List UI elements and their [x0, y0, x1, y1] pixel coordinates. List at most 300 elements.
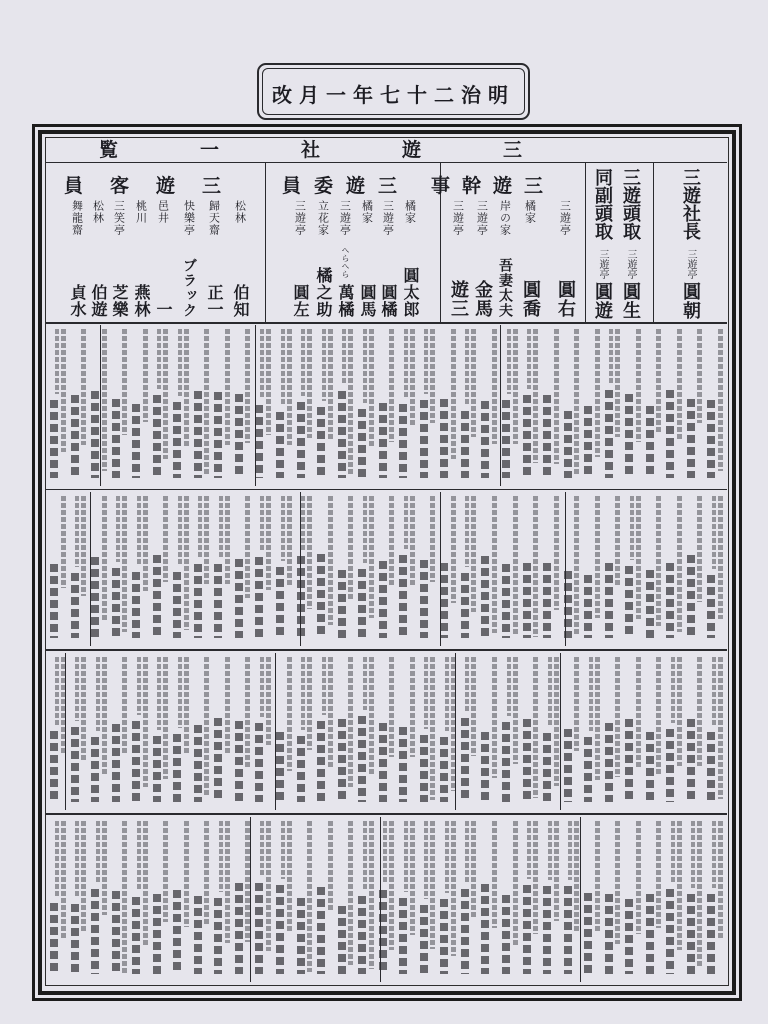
- roster-entry-address-print: [389, 329, 394, 442]
- roster-entry-address-print: [116, 496, 120, 562]
- roster-entry-address-print: [595, 657, 600, 780]
- roster-entry-name-print: [440, 399, 448, 478]
- director-entry: [618, 168, 642, 320]
- roster-entry-address-print: [554, 821, 559, 921]
- roster-entry-address-print: [533, 496, 538, 637]
- roster-entry: [562, 325, 583, 486]
- roster-entry-address-print: [677, 657, 682, 766]
- roster-entry-name-print: [666, 563, 674, 638]
- roster-entry-address-print: [430, 821, 435, 949]
- roster-entry-name-print: [707, 575, 715, 638]
- header-divider: [653, 162, 654, 322]
- roster-entry-address-print: [225, 821, 230, 943]
- roster-entry-address-print: [81, 329, 86, 445]
- roster-entry-name-print: [194, 391, 202, 478]
- roster-entry-address-print: [697, 329, 702, 423]
- roster-entry: [171, 817, 192, 982]
- guests-member-house-name: 松林: [233, 200, 247, 224]
- roster-entry-name-print: [420, 560, 428, 638]
- roster-entry-address-print: [513, 496, 518, 634]
- roster-entry: [212, 492, 233, 646]
- roster-entry-address-print: [281, 329, 285, 406]
- roster-entry: [192, 653, 213, 810]
- director-name: 圓生: [620, 282, 641, 320]
- roster-entry-address-print: [102, 657, 107, 774]
- roster-entry-address-print: [383, 821, 387, 884]
- roster-entry-address-print: [204, 821, 209, 925]
- roster-entry-address-print: [451, 821, 456, 956]
- roster-entry-address-print: [492, 657, 497, 778]
- roster-entry-name-print: [543, 733, 551, 802]
- roster-entry-address-print: [219, 821, 223, 892]
- roster-entry-address-print: [445, 821, 449, 893]
- roster-entry-address-print: [204, 496, 209, 584]
- roster-entry-address-print: [424, 329, 428, 394]
- roster-entry-address-print: [245, 496, 250, 598]
- roster-entry-name-print: [358, 716, 366, 802]
- roster-entry-address-print: [712, 657, 716, 726]
- roster-entry-name-print: [584, 893, 592, 974]
- roster-entry: [623, 817, 644, 982]
- roster-entry: [151, 653, 172, 810]
- roster-group-divider: [455, 653, 456, 810]
- roster-entry-address-print: [609, 329, 613, 384]
- roster-entry: [685, 325, 706, 486]
- roster-entry: [603, 653, 624, 810]
- roster-entry-address-print: [430, 496, 435, 582]
- roster-entry: [171, 492, 192, 646]
- roster-entry: [130, 653, 151, 810]
- roster-entry-name-print: [564, 729, 572, 802]
- roster-entry-address-print: [163, 329, 168, 459]
- roster-entry-name-print: [71, 727, 79, 802]
- roster-entry-address-print: [513, 821, 518, 945]
- guests-member-name: 芝樂: [110, 284, 129, 318]
- roster-entry: [521, 492, 542, 646]
- roster-entry-name-print: [461, 573, 469, 638]
- roster-entry-name-print: [214, 718, 222, 802]
- title-rule: [46, 162, 727, 163]
- director-house-name: 三遊亭: [625, 249, 636, 279]
- roster-entry-address-print: [363, 821, 367, 890]
- roster-entry-name-print: [91, 889, 99, 974]
- roster-entry-address-print: [574, 329, 579, 474]
- roster-entry-address-print: [163, 657, 168, 779]
- roster-entry-address-print: [636, 657, 641, 767]
- roster-entry-name-print: [338, 906, 346, 974]
- roster-entry-name-print: [440, 899, 448, 974]
- roster-entry-name-print: [646, 732, 654, 802]
- roster-entry: [48, 492, 69, 646]
- managers-member-name: 圓右: [555, 280, 576, 318]
- president-name: 圓朝: [680, 282, 701, 320]
- roster-entry-address-print: [527, 329, 531, 389]
- roster-entry-name-print: [523, 563, 531, 638]
- roster-entry-address-print: [656, 821, 661, 928]
- roster-entry: [521, 817, 542, 982]
- roster-entry: [192, 492, 213, 646]
- roster-entry-address-print: [492, 329, 497, 444]
- roster-entry: [397, 817, 418, 982]
- roster-entry-name-print: [50, 564, 58, 638]
- roster-entry-address-print: [307, 657, 312, 750]
- roster-entry-address-print: [595, 496, 600, 618]
- roster-entry-address-print: [281, 496, 285, 561]
- roster-entry-address-print: [178, 329, 182, 396]
- roster-entry-address-print: [281, 821, 285, 879]
- managers-member-name: 圓喬: [520, 280, 541, 318]
- roster-group-divider: [255, 325, 256, 486]
- director-title: 三遊頭取: [620, 168, 641, 240]
- roster-entry-name-print: [276, 412, 284, 478]
- roster-entry: [274, 817, 295, 982]
- roster-entry: [315, 653, 336, 810]
- header-divider: [265, 162, 266, 322]
- roster-entry-name-print: [50, 903, 58, 974]
- roster-entry-address-print: [465, 657, 469, 712]
- roster-entry-name-print: [173, 572, 181, 638]
- roster-entry: [459, 653, 480, 810]
- band-rule: [46, 813, 727, 815]
- page-title: 三遊社一覧: [98, 139, 604, 161]
- roster-entry-name-print: [666, 889, 674, 974]
- roster-entry-address-print: [61, 329, 66, 452]
- roster-entry-address-print: [225, 657, 230, 753]
- roster-entry-name-print: [214, 392, 222, 478]
- roster-entry-address-print: [55, 329, 59, 394]
- roster-entry: [644, 653, 665, 810]
- roster-entry: [623, 492, 644, 646]
- roster-entry-address-print: [102, 496, 107, 622]
- guests-member: [65, 200, 89, 318]
- roster-entry-name-print: [358, 409, 366, 478]
- roster-entry-address-print: [507, 329, 511, 394]
- roster-entry-address-print: [260, 496, 264, 551]
- roster-entry-address-print: [424, 657, 428, 729]
- roster-entry-name-print: [625, 899, 633, 974]
- committee-member: [288, 200, 312, 318]
- roster-entry-address-print: [636, 496, 641, 619]
- roster-entry: [295, 817, 316, 982]
- roster-entry: [562, 653, 583, 810]
- roster-entry-address-print: [225, 329, 230, 445]
- roster-entry-address-print: [677, 329, 682, 440]
- roster-entry: [685, 653, 706, 810]
- roster-entry-name-print: [502, 895, 510, 974]
- roster-group-divider: [500, 325, 501, 486]
- roster-entry-name-print: [399, 898, 407, 974]
- roster-entry-address-print: [348, 657, 353, 787]
- roster-entry: [603, 325, 624, 486]
- roster-entry-address-print: [424, 821, 428, 899]
- roster-entry-address-print: [671, 657, 675, 723]
- president-entry: [678, 168, 702, 320]
- roster-entry: [89, 492, 110, 646]
- roster-entry-address-print: [266, 657, 271, 745]
- roster-entry: [479, 817, 500, 982]
- roster-entry-name-print: [317, 407, 325, 478]
- roster-entry-address-print: [81, 821, 86, 933]
- roster-entry: [397, 325, 418, 486]
- band-rule: [46, 489, 727, 490]
- roster-entry: [644, 817, 665, 982]
- director-person: [621, 249, 639, 320]
- guests-member: [228, 200, 252, 318]
- roster-entry-address-print: [471, 821, 476, 919]
- roster-entry-address-print: [225, 496, 230, 584]
- roster-entry: [397, 653, 418, 810]
- roster-group-divider: [300, 492, 301, 646]
- roster-entry-name-print: [523, 719, 531, 802]
- roster-entry-address-print: [677, 496, 682, 632]
- roster-entry: [418, 653, 439, 810]
- roster-entry-name-print: [173, 734, 181, 802]
- roster-entry-address-print: [677, 821, 682, 950]
- roster-entry: [438, 817, 459, 982]
- roster-entry-address-print: [143, 821, 148, 946]
- roster-entry-address-print: [143, 657, 148, 787]
- roster-entry-address-print: [137, 821, 141, 891]
- roster-entry-name-print: [358, 896, 366, 974]
- roster-entry-address-print: [328, 657, 333, 767]
- roster-entry-name-print: [543, 563, 551, 638]
- roster-entry-name-print: [564, 411, 572, 478]
- guests-member-house-name: 快樂亭: [182, 200, 196, 236]
- roster-entry-address-print: [615, 657, 620, 777]
- roster-entry-address-print: [718, 329, 723, 471]
- roster-entry-name-print: [543, 395, 551, 478]
- roster-entry-name-print: [564, 886, 572, 974]
- roster-entry: [623, 325, 644, 486]
- roster-entry: [664, 325, 685, 486]
- committee-member-house-name: 三遊亭: [338, 200, 352, 236]
- roster-entry: [644, 325, 665, 486]
- roster-entry-name-print: [71, 573, 79, 638]
- managers-member: [446, 200, 470, 318]
- roster-entry-address-print: [102, 821, 107, 915]
- guests-member-house-name: 舞龍齋: [70, 200, 84, 236]
- roster-entry-address-print: [548, 657, 552, 727]
- roster-entry-address-print: [369, 329, 374, 446]
- roster-entry-address-print: [554, 496, 559, 610]
- roster-group-divider: [380, 817, 381, 982]
- committee-member-name: 圓馬: [358, 284, 377, 318]
- roster-entry: [459, 325, 480, 486]
- managers-member-house-name: 岸の家: [498, 200, 512, 236]
- roster-entry-name-print: [543, 886, 551, 974]
- roster-entry-name-print: [687, 555, 695, 638]
- roster-entry-name-print: [687, 894, 695, 974]
- roster-entry-name-print: [605, 723, 613, 802]
- roster-entry: [192, 817, 213, 982]
- roster-entry-address-print: [697, 657, 702, 766]
- roster-entry: [69, 325, 90, 486]
- roster-entry-name-print: [91, 737, 99, 802]
- roster-entry-name-print: [112, 568, 120, 638]
- roster-entry-name-print: [297, 402, 305, 478]
- roster-entry: [89, 817, 110, 982]
- roster-entry-name-print: [194, 896, 202, 974]
- roster-entry-name-print: [276, 732, 284, 802]
- roster-entry: [541, 325, 562, 486]
- roster-entry-name-print: [461, 411, 469, 478]
- roster-entry-name-print: [255, 883, 263, 974]
- roster-entry-name-print: [666, 729, 674, 802]
- roster-entry-address-print: [404, 329, 408, 398]
- roster-entry-address-print: [307, 821, 312, 972]
- roster-entry-name-print: [132, 572, 140, 638]
- roster-entry: [356, 817, 377, 982]
- roster-entry: [500, 653, 521, 810]
- roster-entry-address-print: [404, 496, 408, 549]
- roster-entry: [336, 492, 357, 646]
- roster-entry-name-print: [420, 905, 428, 974]
- committee-member-house-name: 橘家: [360, 200, 374, 224]
- roster-entry-address-print: [301, 329, 305, 396]
- band-rule: [46, 649, 727, 651]
- header-divider: [585, 162, 586, 322]
- roster-entry-address-print: [404, 821, 408, 892]
- roster-entry: [315, 817, 336, 982]
- roster-entry-address-print: [554, 329, 559, 464]
- roster-entry-name-print: [420, 735, 428, 802]
- roster-entry-name-print: [358, 569, 366, 638]
- guests-member-name: 燕林: [132, 284, 151, 318]
- roster-entry-name-print: [687, 719, 695, 802]
- roster-entry-address-print: [548, 821, 552, 880]
- roster-entry-name-print: [255, 405, 263, 478]
- committee-member: [355, 200, 379, 318]
- roster-entry-address-print: [451, 496, 456, 603]
- roster-entry: [315, 325, 336, 486]
- roster-entry-name-print: [523, 395, 531, 478]
- roster-entry-address-print: [328, 821, 333, 912]
- roster-entry-name-print: [707, 400, 715, 478]
- committee-member-name: 圓太郎: [401, 267, 420, 318]
- roster-entry-address-print: [389, 821, 394, 950]
- roster-entry: [336, 325, 357, 486]
- guests-member: [177, 200, 201, 318]
- president-person: [681, 249, 699, 320]
- roster-entry-name-print: [132, 404, 140, 478]
- roster-entry-address-print: [471, 496, 476, 612]
- vice-director-person: [593, 249, 611, 320]
- roster-entry-address-print: [410, 496, 415, 585]
- roster-entry-address-print: [697, 821, 702, 966]
- committee-member-name: 橘之助: [314, 267, 333, 318]
- roster-entry-name-print: [625, 566, 633, 638]
- roster-entry: [603, 817, 624, 982]
- vice-director-entry: [590, 168, 614, 320]
- roster-entry: [315, 492, 336, 646]
- roster-entry-name-print: [502, 564, 510, 638]
- roster-entry-address-print: [568, 821, 572, 880]
- roster-entry-address-print: [184, 821, 189, 927]
- roster-entry: [603, 492, 624, 646]
- roster-entry-address-print: [287, 821, 292, 931]
- roster-entry-name-print: [214, 898, 222, 974]
- roster-band-2: [0, 492, 768, 646]
- roster-entry: [130, 492, 151, 646]
- roster-entry-address-print: [260, 657, 264, 717]
- roster-entry: [479, 325, 500, 486]
- roster-entry-address-print: [75, 496, 79, 567]
- committee-member: [376, 200, 400, 318]
- committee-member-house-name: 三遊亭: [381, 200, 395, 236]
- roster-entry-address-print: [718, 821, 723, 938]
- roster-entry-name-print: [481, 556, 489, 638]
- roster-entry-address-print: [595, 329, 600, 457]
- roster-entry: [233, 492, 254, 646]
- revision-date: 明治二十七年一月改: [272, 83, 515, 107]
- roster-entry-address-print: [410, 821, 415, 935]
- roster-entry: [253, 653, 274, 810]
- roster-entry-name-print: [399, 404, 407, 478]
- roster-group-divider: [560, 653, 561, 810]
- guests-member-house-name: 松林: [91, 200, 105, 224]
- managers-member: [553, 200, 577, 318]
- roster-entry-address-print: [55, 657, 59, 725]
- roster-entry-address-print: [691, 821, 695, 888]
- roster-entry: [48, 325, 69, 486]
- roster-group-divider: [275, 653, 276, 810]
- roster-entry-address-print: [266, 821, 271, 951]
- roster-entry: [151, 325, 172, 486]
- roster-entry: [500, 325, 521, 486]
- roster-entry-name-print: [153, 736, 161, 802]
- roster-entry-name-print: [605, 563, 613, 638]
- roster-entry-name-print: [297, 898, 305, 974]
- roster-entry-name-print: [687, 399, 695, 478]
- roster-entry-address-print: [122, 657, 127, 754]
- roster-band-3: [0, 653, 768, 810]
- roster-entry-address-print: [157, 657, 161, 730]
- roster-entry-address-print: [287, 496, 292, 586]
- roster-entry: [253, 325, 274, 486]
- roster-entry-name-print: [255, 723, 263, 802]
- roster-entry: [479, 653, 500, 810]
- roster-entry-address-print: [656, 657, 661, 775]
- roster-entry-name-print: [235, 721, 243, 802]
- committee-member: [333, 200, 357, 318]
- managers-member-name: 金馬: [472, 280, 493, 318]
- roster-entry-address-print: [471, 329, 476, 437]
- roster-entry-address-print: [245, 329, 250, 443]
- roster-entry: [336, 653, 357, 810]
- roster-entry-address-print: [363, 329, 367, 403]
- roster-entry-name-print: [338, 719, 346, 802]
- vice-director-name: 圓遊: [592, 282, 613, 320]
- roster-entry-address-print: [184, 329, 189, 447]
- roster-entry-address-print: [61, 496, 66, 588]
- roster-entry-address-print: [369, 496, 374, 618]
- roster-entry-address-print: [143, 496, 148, 591]
- roster-entry-address-print: [328, 329, 333, 439]
- roster-entry: [664, 492, 685, 646]
- managers-member: [493, 200, 517, 318]
- roster-entry: [685, 817, 706, 982]
- roster-entry-address-print: [718, 657, 723, 799]
- roster-entry-name-print: [153, 555, 161, 638]
- roster-entry-address-print: [137, 496, 141, 566]
- roster-entry-address-print: [178, 496, 182, 566]
- roster-entry-name-print: [605, 390, 613, 478]
- roster-group-divider: [580, 817, 581, 982]
- roster-entry: [541, 653, 562, 810]
- committee-member-name: 萬橘: [336, 284, 355, 318]
- roster-entry-name-print: [399, 555, 407, 638]
- roster-entry-name-print: [317, 887, 325, 974]
